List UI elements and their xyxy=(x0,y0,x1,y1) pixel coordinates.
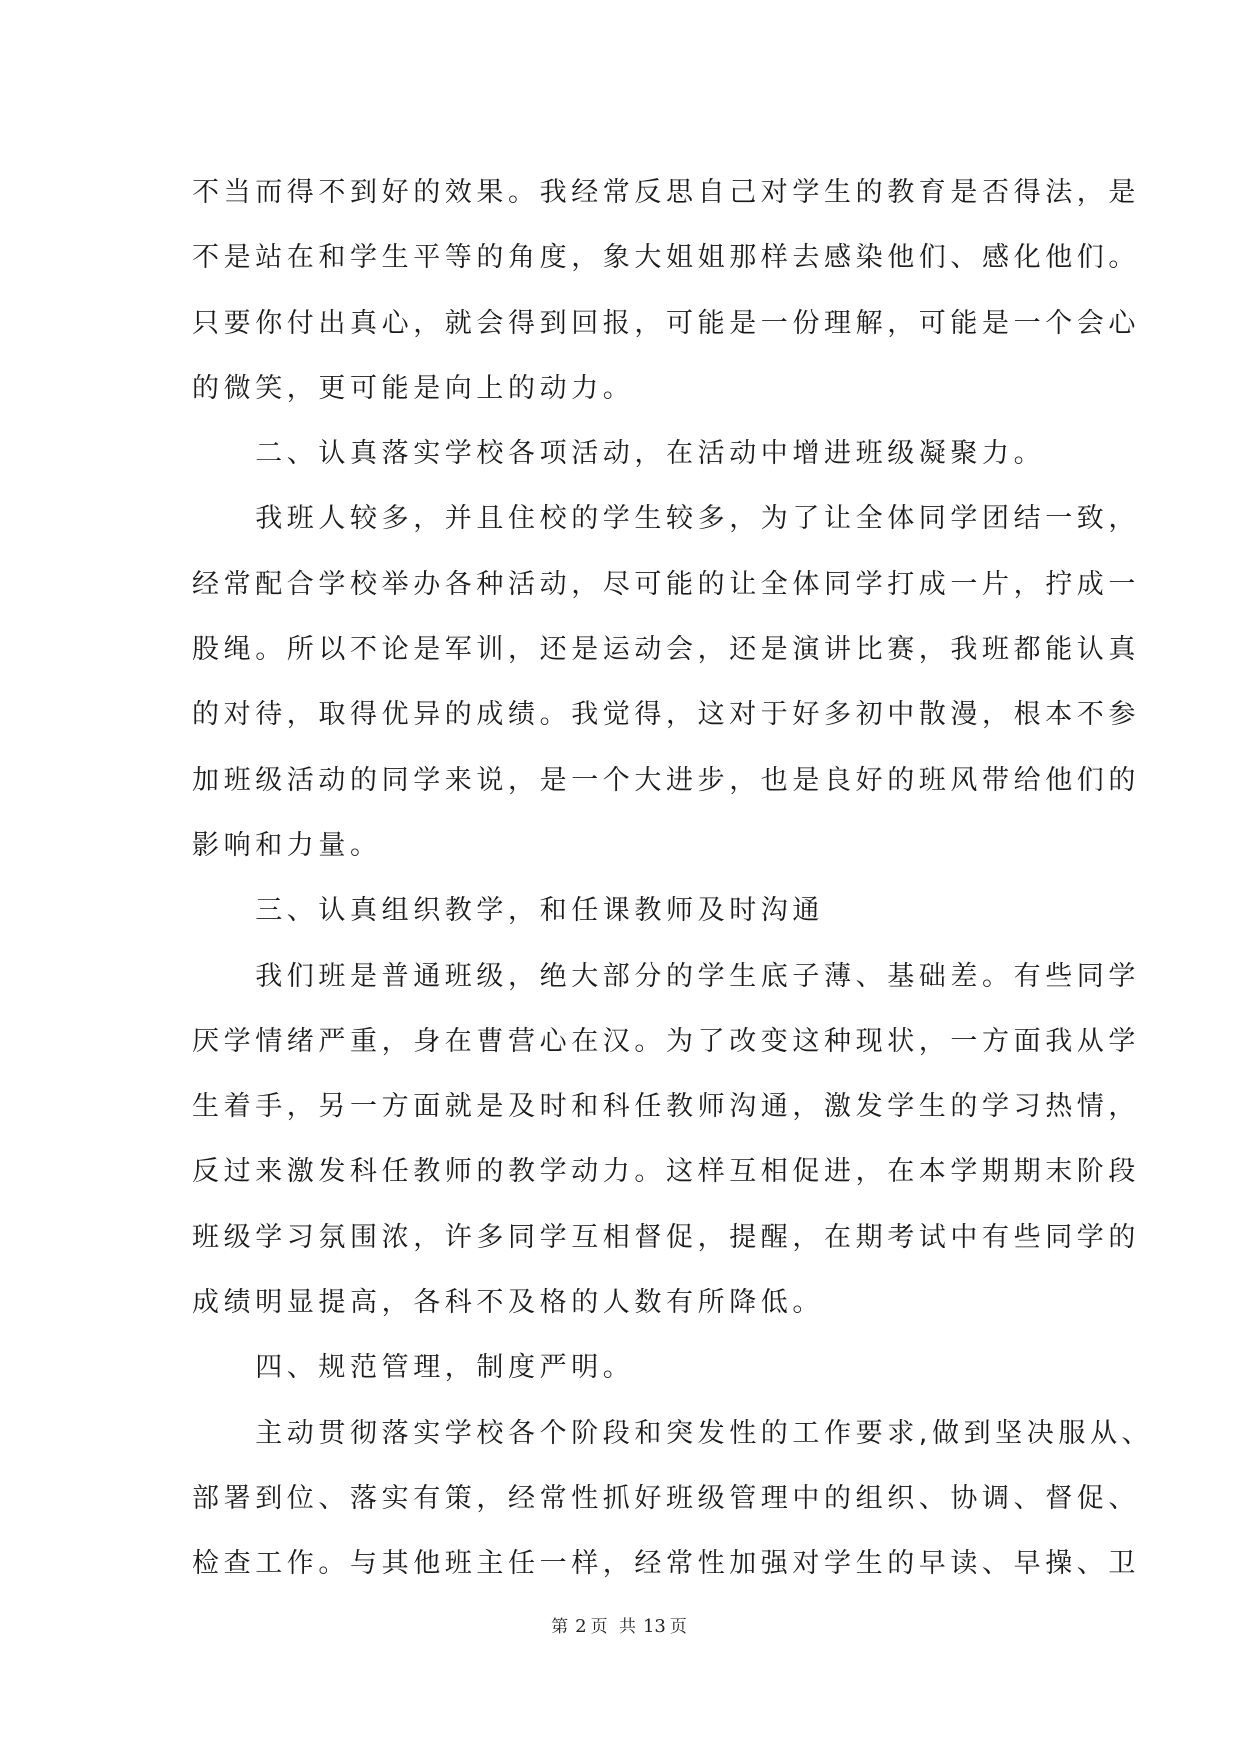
footer-prefix: 第 xyxy=(551,1617,572,1637)
text-line: 加班级活动的同学来说，是一个大进步，也是良好的班风带给他们的 xyxy=(192,764,1140,796)
text-line: 影响和力量。 xyxy=(192,829,382,861)
text-line: 厌学情绪严重，身在曹营心在汉。为了改变这种现状，一方面我从学 xyxy=(192,1025,1140,1057)
text-line: 成绩明显提高，各科不及格的人数有所降低。 xyxy=(192,1287,824,1319)
text-line: 主动贯彻落实学校各个阶段和突发性的工作要求,做到坚决服从、 xyxy=(192,1417,1154,1449)
text-line: 的微笑，更可能是向上的动力。 xyxy=(192,372,635,404)
text-line: 生着手，另一方面就是及时和科任教师沟通，激发学生的学习热情， xyxy=(192,1091,1140,1123)
text-line: 反过来激发科任教师的教学动力。这样互相促进，在本学期期末阶段 xyxy=(192,1156,1140,1188)
current-page-number: 2 xyxy=(575,1616,587,1637)
text-line: 经常配合学校举办各种活动，尽可能的让全体同学打成一片，拧成一 xyxy=(192,568,1140,600)
text-line: 我们班是普通班级，绝大部分的学生底子薄、基础差。有些同学 xyxy=(192,960,1140,992)
text-line: 部署到位、落实有策，经常性抓好班级管理中的组织、协调、督促、 xyxy=(192,1482,1140,1514)
document-body xyxy=(192,160,1154,1597)
footer-suffix: 页 xyxy=(669,1617,690,1637)
total-pages-number: 13 xyxy=(642,1616,666,1637)
text-line: 检查工作。与其他班主任一样，经常性加强对学生的早读、早操、卫 xyxy=(192,1548,1140,1580)
page-footer xyxy=(0,1612,1241,1637)
text-line: 不是站在和学生平等的角度，象大姐姐那样去感染他们、感化他们。 xyxy=(192,242,1140,274)
text-line: 我班人较多，并且住校的学生较多，为了让全体同学团结一致， xyxy=(192,503,1140,535)
section-heading: 二、认真落实学校各项活动，在活动中增进班级凝聚力。 xyxy=(192,438,1046,470)
text-line: 股绳。所以不论是军训，还是运动会，还是演讲比赛，我班都能认真 xyxy=(192,634,1140,666)
section-heading: 四、规范管理，制度严明。 xyxy=(192,1352,635,1384)
section-heading: 三、认真组织教学，和任课教师及时沟通 xyxy=(192,895,824,927)
text-line: 只要你付出真心，就会得到回报，可能是一份理解，可能是一个会心 xyxy=(192,307,1140,339)
footer-middle: 页 共 xyxy=(590,1617,639,1637)
text-line: 班级学习氛围浓，许多同学互相督促，提醒，在期考试中有些同学的 xyxy=(192,1221,1140,1253)
text-line: 不当而得不到好的效果。我经常反思自己对学生的教育是否得法，是 xyxy=(192,177,1140,208)
text-line: 的对待，取得优异的成绩。我觉得，这对于好多初中散漫，根本不参 xyxy=(192,699,1140,731)
